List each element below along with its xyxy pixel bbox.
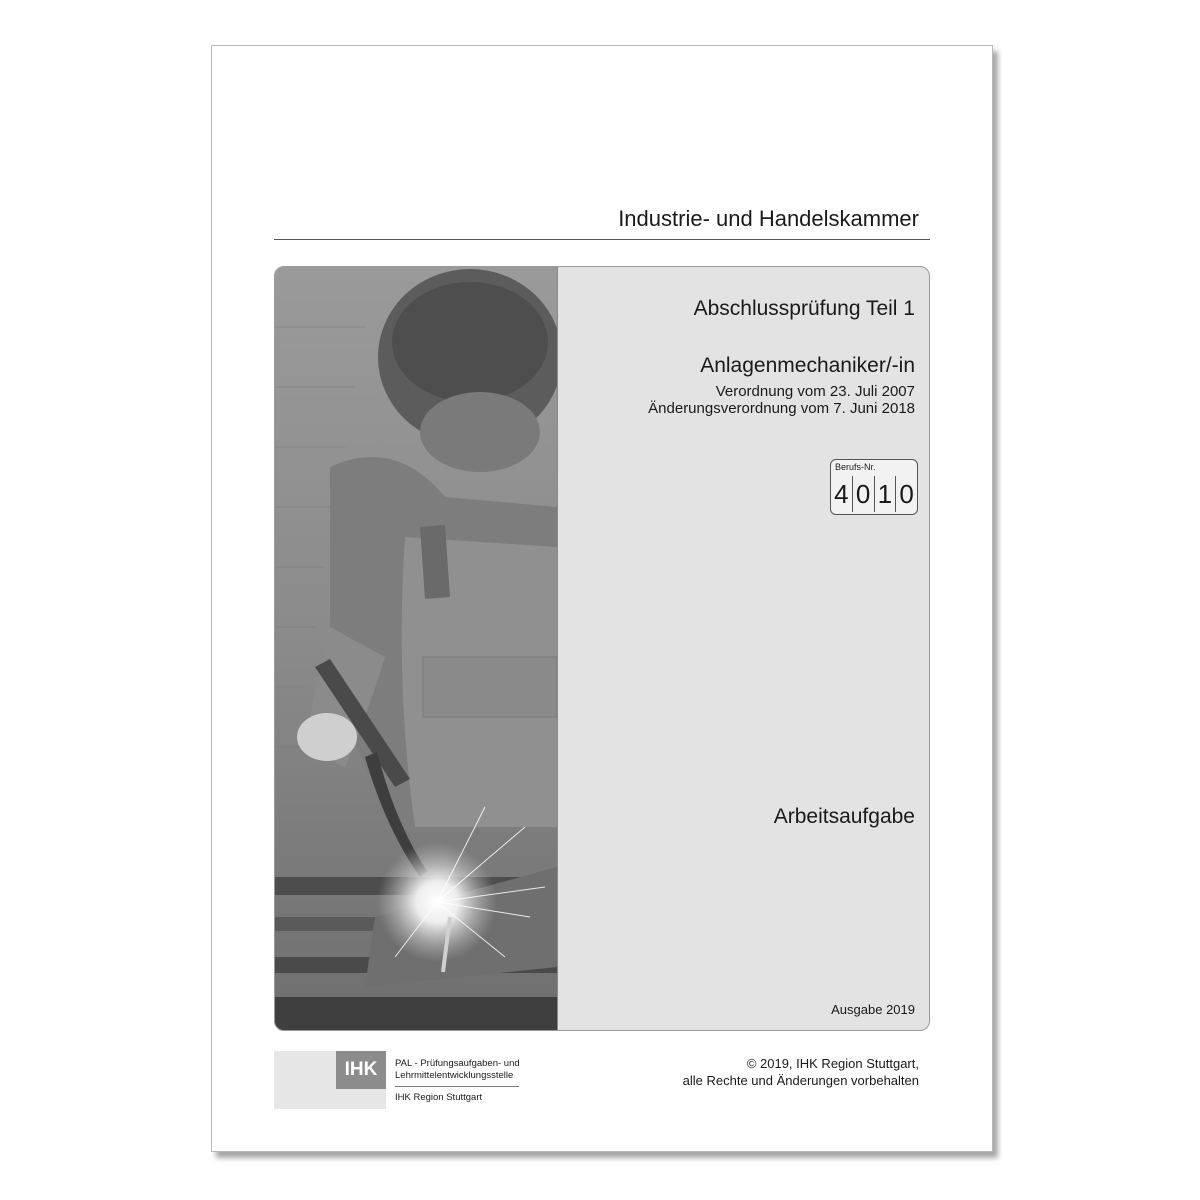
copyright-line2: alle Rechte und Änderungen vorbehalten xyxy=(682,1073,919,1088)
welder-photo xyxy=(275,267,558,1030)
document-cover-page xyxy=(211,45,993,1152)
header-divider xyxy=(274,239,930,240)
edition-label: Ausgabe 2019 xyxy=(831,1002,915,1017)
occupation-number-digits xyxy=(831,476,917,512)
pal-name-line2: Lehrmittelentwicklungsstelle xyxy=(395,1070,514,1081)
occupation-digit: 0 xyxy=(899,479,914,509)
welder-photo-illustration xyxy=(275,267,557,1030)
cover-panel xyxy=(274,266,930,1031)
profession-title: Anlagenmechaniker/-in xyxy=(700,354,915,377)
logo-divider xyxy=(395,1086,519,1087)
logo-grey-block-lower xyxy=(336,1089,386,1109)
copyright-line1: © 2019, IHK Region Stuttgart, xyxy=(746,1056,919,1071)
ihk-pal-logo xyxy=(274,1051,524,1109)
regulation-date: Verordnung vom 23. Juli 2007 xyxy=(715,383,915,400)
occupation-number-box xyxy=(830,459,918,515)
occupation-digit: 4 xyxy=(831,476,853,512)
pal-name-line1: PAL - Prüfungsaufgaben- und xyxy=(395,1058,520,1069)
ihk-mark: IHK xyxy=(336,1051,386,1089)
occupation-number-label: Berufs-Nr. xyxy=(835,462,876,472)
logo-grey-block xyxy=(274,1051,336,1109)
organization-title: Industrie- und Handelskammer xyxy=(618,206,919,231)
occupation-digit: 0 xyxy=(853,476,875,512)
task-title: Arbeitsaufgabe xyxy=(773,805,915,828)
amendment-date: Änderungsverordnung vom 7. Juni 2018 xyxy=(648,400,915,417)
occupation-digit: 1 xyxy=(875,476,897,512)
exam-part-title: Abschlussprüfung Teil 1 xyxy=(693,297,915,320)
pal-region: IHK Region Stuttgart xyxy=(395,1092,483,1103)
